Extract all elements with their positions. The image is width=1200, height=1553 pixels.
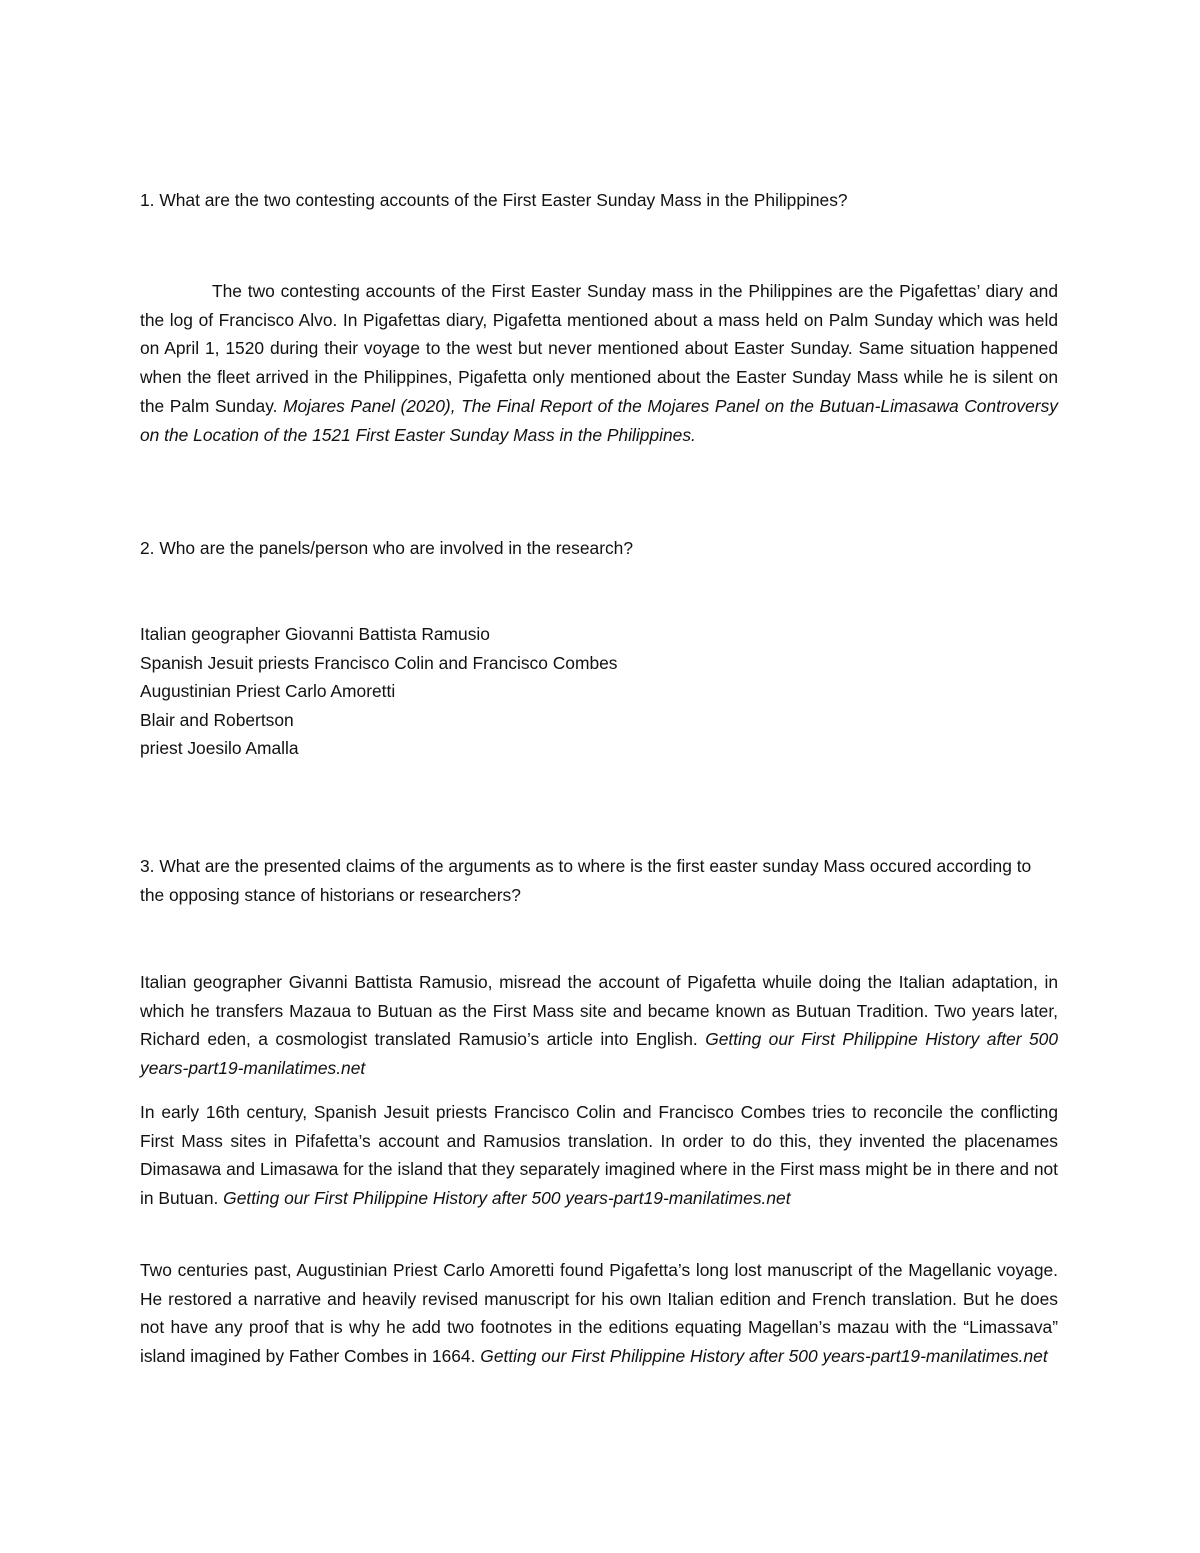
answer-1 xyxy=(140,277,1058,449)
question-1: 1. What are the two contesting accounts of the First Easter Sunday Mass in the Philippines? xyxy=(140,190,848,210)
claim-text: Two centuries past, Augustinian Priest Carlo Amoretti found Pigafetta’s long lost manuscript of the Magellanic voyage. He restored a narrative and heavily revised manuscript for his own Italian edition and French translation. But he does not have any proof that is why he add two footnotes in the editions equating Magellan’s mazau with the “Limassava” island imagined by Father Combes in 1664. xyxy=(140,1260,1058,1367)
list-item: Blair and Robertson xyxy=(140,709,294,730)
claim-paragraph xyxy=(140,1098,1058,1213)
question-3: 3. What are the presented claims of the arguments as to where is the first easter sunday Mass occured according to the opposing stance of historians or researchers? xyxy=(140,856,1032,905)
claim-citation: Getting our First Philippine History after 500 years-part19-manilatimes.net xyxy=(140,1029,1058,1079)
list-item: Italian geographer Giovanni Battista Ramusio xyxy=(140,624,490,644)
list-item: Spanish Jesuit priests Francisco Colin and Francisco Combes xyxy=(140,652,618,673)
list-item: priest Joesilo Amalla xyxy=(140,738,299,758)
list-item: Augustinian Priest Carlo Amoretti xyxy=(140,681,396,701)
answer-1-citation: Mojares Panel (2020), The Final Report of the Mojares Panel on the Butuan-Limasawa Controversy on the Location of the 1521 First Easter Sunday Mass in the Philippines. xyxy=(140,395,1058,445)
claim-text: In early 16th century, Spanish Jesuit priests Francisco Colin and Francisco Combes tries to reconcile the conflicting First Mass sites in Pifafetta’s account and Ramusios translation. In order to do this, they invented the placenames Dimasawa and Limasawa for the island that they separately imagined where in the First mass might be in there and not in Butuan. xyxy=(140,1102,1058,1209)
people-list xyxy=(140,620,617,763)
claim-citation: Getting our First Philippine History after 500 years-part19-manilatimes.net xyxy=(480,1346,1048,1367)
claim-paragraph xyxy=(140,1256,1058,1371)
answer-1-text: The two contesting accounts of the First Easter Sunday mass in the Philippines are the Pigafettas’ diary and the log of Francisco Alvo. In Pigafettas diary, Pigafetta mentioned about a mass held on Palm Sunday which was held on April 1, 1520 during their voyage to the west but never mentioned about Easter Sunday. Same situation happened when the fleet arrived in the Philippines, Pigafetta only mentioned about the Easter Sunday Mass while he is silent on the Palm Sunday. xyxy=(140,281,1058,416)
claim-citation: Getting our First Philippine History after 500 years-part19-manilatimes.net xyxy=(223,1188,791,1209)
question-2: 2. Who are the panels/person who are involved in the research? xyxy=(140,538,634,558)
claim-text: Italian geographer Givanni Battista Ramusio, misread the account of Pigafetta whuile doing the Italian adaptation, in which he transfers Mazaua to Butuan as the First Mass site and became known as Butuan Tradition. Two years later, Richard eden, a cosmologist translated Ramusio’s article into English. xyxy=(140,972,1058,1050)
claim-paragraph xyxy=(140,968,1058,1083)
